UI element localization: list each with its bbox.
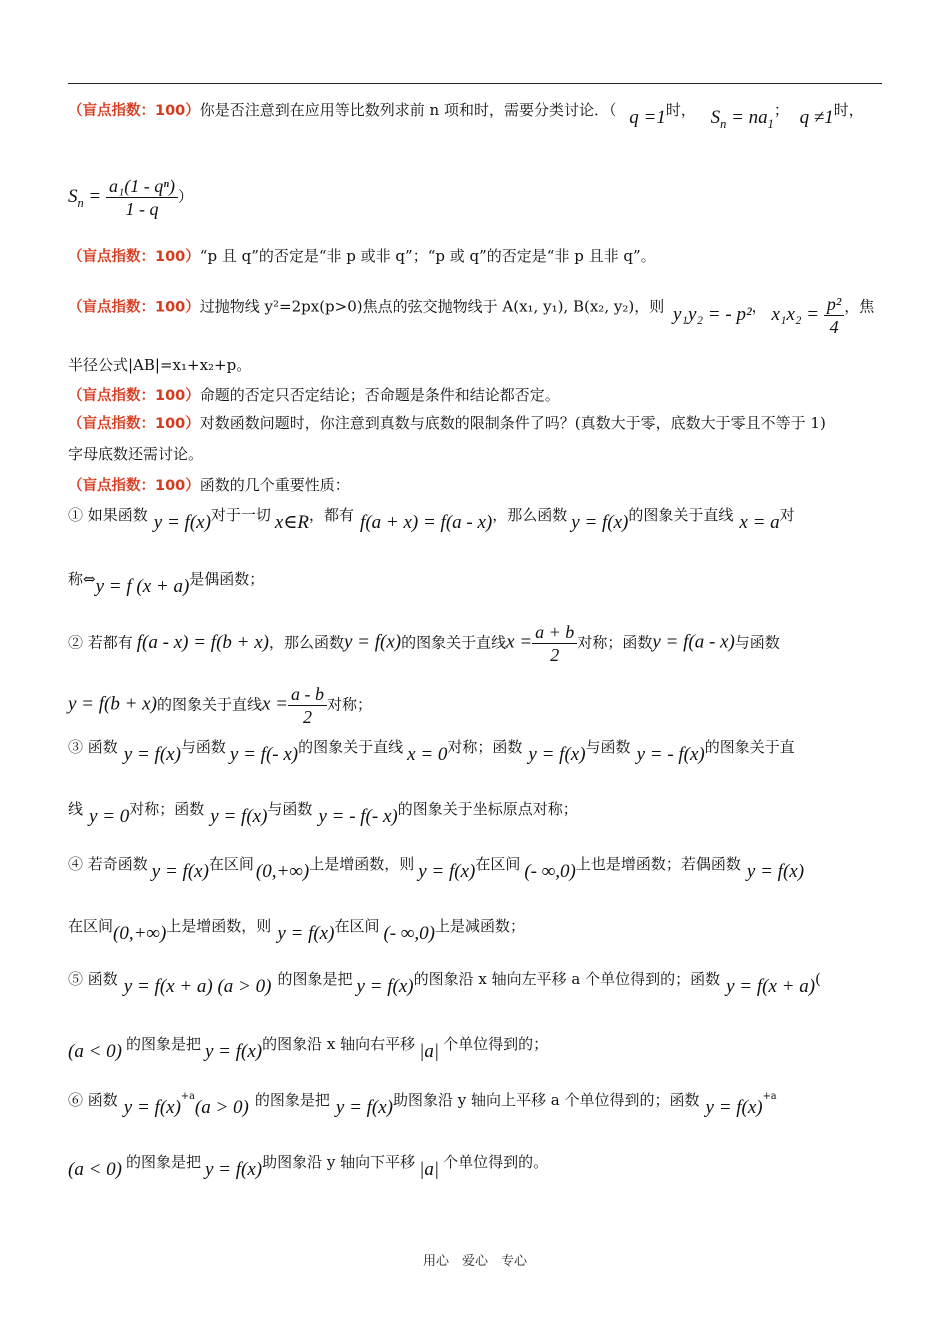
paragraph-negation bbox=[68, 243, 882, 270]
text: a₁(1 - qⁿ) bbox=[106, 176, 178, 198]
text: 1 - q bbox=[125, 199, 159, 219]
math: y = 0 bbox=[89, 806, 130, 827]
math: x = a bbox=[739, 512, 780, 533]
text: a + b bbox=[532, 622, 577, 644]
text: 的图象沿 x 轴向右平移 bbox=[262, 1035, 416, 1053]
text: 你是否注意到在应用等比数列求前 n 项和时，需要分类讨论．（ bbox=[199, 101, 617, 119]
text: ② 若都有 bbox=[68, 633, 133, 652]
text: 的图象是把 bbox=[254, 1091, 330, 1109]
math: q ≠1 bbox=[799, 107, 834, 128]
text: 对 bbox=[779, 506, 795, 524]
text: 字母底数还需讨论。 bbox=[68, 445, 204, 463]
math: x₁x₂ = bbox=[771, 303, 820, 325]
text: 与函数 bbox=[267, 800, 313, 818]
paragraph-logarithm-cont bbox=[68, 441, 882, 467]
math: y = f(x) bbox=[205, 1159, 263, 1180]
text: ） bbox=[177, 187, 193, 206]
text: 称⇔ bbox=[68, 570, 96, 588]
property-item-1-cont bbox=[68, 566, 882, 597]
text: ⑤ 函数 bbox=[68, 970, 118, 988]
math: y = f(x) bbox=[205, 1041, 263, 1062]
text: 与函数 bbox=[734, 633, 780, 652]
math: y = f(x + a) bbox=[726, 976, 816, 997]
text: 的图象是把 bbox=[277, 970, 353, 988]
paragraph-focal-radius bbox=[68, 352, 882, 378]
text: “p 且 q”的否定是“非 p 或非 q”；“p 或 q”的否定是“非 p 且非 q”。 bbox=[199, 247, 656, 265]
text: n bbox=[720, 116, 727, 131]
paragraph-geometric-sum bbox=[68, 97, 882, 129]
property-item-6-cont bbox=[68, 1149, 882, 1180]
text: 上是减函数； bbox=[434, 917, 525, 935]
math: y = f(x) bbox=[746, 861, 805, 882]
math: (a > 0) bbox=[194, 1097, 249, 1118]
text: ，那么函数 bbox=[492, 506, 568, 524]
property-item-3 bbox=[68, 734, 882, 765]
text: 是偶函数； bbox=[189, 570, 265, 588]
property-item-6 bbox=[68, 1084, 882, 1118]
property-item-1 bbox=[68, 502, 882, 533]
math: y = f(- x) bbox=[229, 744, 299, 765]
math: y₁y₂ = - p² bbox=[672, 303, 752, 325]
blindspot-tag: （盲点指数：100） bbox=[68, 388, 200, 404]
text: 个单位得到的； bbox=[443, 1035, 549, 1053]
property-item-5-cont bbox=[68, 1031, 882, 1062]
text: 对数函数问题时，你注意到真数与底数的限制条件了吗？(真数大于零，底数大于零且不等于 1) bbox=[199, 414, 826, 432]
page-footer: 用心 爱心 专心 bbox=[422, 1254, 527, 1269]
text: 2 bbox=[550, 645, 560, 665]
text: = na bbox=[726, 107, 768, 128]
math: |a| bbox=[419, 1041, 440, 1062]
math: y = f(x) bbox=[705, 1097, 763, 1118]
blindspot-tag: （盲点指数：100） bbox=[68, 103, 200, 119]
paragraph-proposition bbox=[68, 382, 882, 409]
text: 对称；函数 bbox=[129, 800, 205, 818]
blindspot-tag: （盲点指数：100） bbox=[68, 478, 200, 494]
math: y = f(x + a) (a > 0) bbox=[123, 976, 272, 997]
text: 命题的否定只否定结论；否命题是条件和结论都否定。 bbox=[199, 386, 560, 404]
text: ，焦 bbox=[844, 297, 875, 316]
property-item-4 bbox=[68, 851, 882, 882]
fraction bbox=[288, 684, 327, 727]
math: y = f(x) bbox=[151, 861, 209, 882]
text: p² bbox=[824, 294, 844, 316]
blindspot-tag: （盲点指数：100） bbox=[68, 299, 200, 316]
text: 的图象关于直线 bbox=[156, 695, 262, 714]
blindspot-tag: （盲点指数：100） bbox=[68, 416, 200, 432]
math: y = f(x) bbox=[123, 1097, 181, 1118]
blindspot-tag: （盲点指数：100） bbox=[68, 249, 200, 265]
math: y = f(x) bbox=[123, 744, 181, 765]
text: 的图象是把 bbox=[125, 1035, 201, 1053]
text: 的图象关于直线 bbox=[298, 738, 404, 756]
text: a - b bbox=[288, 684, 327, 706]
math bbox=[710, 107, 774, 131]
text: 时， bbox=[833, 101, 864, 119]
text: 2 bbox=[302, 707, 312, 727]
paragraph-geometric-sum-formula bbox=[68, 176, 882, 219]
text: 时， bbox=[665, 101, 696, 119]
text: 上是增函数，则 bbox=[166, 917, 272, 935]
property-item-5 bbox=[68, 966, 882, 997]
text: 的图象关于直线 bbox=[628, 506, 734, 524]
text: 对称；函数 bbox=[577, 633, 653, 652]
text: 在区间 bbox=[68, 917, 114, 935]
math: y = f(x) bbox=[153, 512, 211, 533]
text: S bbox=[710, 107, 721, 128]
text: 的图象关于坐标原点对称； bbox=[397, 800, 578, 818]
math bbox=[68, 185, 102, 210]
text: 对于一切 bbox=[210, 506, 271, 524]
math: x = bbox=[261, 693, 288, 715]
text: 助图象沿 y 轴向上平移 a 个单位得到的；函数 bbox=[393, 1091, 700, 1109]
text: 的图象关于直线 bbox=[401, 633, 507, 652]
math: (a < 0) bbox=[68, 1041, 122, 1062]
text: 上是增函数，则 bbox=[309, 855, 415, 873]
math: |a| bbox=[419, 1159, 440, 1180]
text: ， bbox=[751, 297, 767, 316]
math: y = f (x + a) bbox=[95, 576, 190, 597]
text: ( bbox=[815, 970, 821, 988]
text: 的图象关于直 bbox=[704, 738, 795, 756]
math: y = f(b + x) bbox=[68, 693, 157, 715]
text: +a bbox=[180, 1091, 195, 1102]
math: (a < 0) bbox=[68, 1159, 122, 1180]
math: y = f(x) bbox=[571, 512, 629, 533]
text: 助图象沿 y 轴向下平移 bbox=[262, 1153, 416, 1171]
paragraph-parabola bbox=[68, 286, 882, 337]
text: S bbox=[68, 185, 78, 207]
text: 半径公式|AB|=x₁+x₂+p。 bbox=[68, 356, 252, 374]
text: 4 bbox=[829, 317, 839, 337]
math: q =1 bbox=[629, 107, 666, 128]
text: ① 如果函数 bbox=[68, 506, 148, 524]
math: y = f(x) bbox=[210, 806, 268, 827]
text: 函数的几个重要性质： bbox=[199, 476, 350, 494]
math: y = f(a - x) bbox=[652, 631, 735, 653]
math: y = f(x) bbox=[356, 976, 414, 997]
text: +a bbox=[762, 1091, 777, 1102]
property-item-3-cont bbox=[68, 796, 882, 827]
fraction bbox=[532, 622, 577, 665]
math: y = f(x) bbox=[344, 631, 402, 653]
math: f(a - x) = f(b + x) bbox=[136, 631, 269, 653]
header-rule bbox=[68, 83, 882, 84]
text: 对称；函数 bbox=[447, 738, 523, 756]
text: n bbox=[77, 195, 84, 210]
fraction bbox=[824, 294, 844, 337]
text: 在区间 bbox=[475, 855, 521, 873]
math: y = - f(- x) bbox=[318, 806, 398, 827]
property-item-4-cont bbox=[68, 913, 882, 944]
text: ，都有 bbox=[309, 506, 355, 524]
text: ④ 若奇函数 bbox=[68, 855, 148, 873]
text: 1 bbox=[767, 116, 774, 131]
text: 与函数 bbox=[180, 738, 226, 756]
math: x = 0 bbox=[407, 744, 448, 765]
property-item-2 bbox=[68, 622, 882, 665]
math: y = f(x) bbox=[277, 923, 335, 944]
math: y = - f(x) bbox=[636, 744, 705, 765]
math: x∈R bbox=[274, 512, 310, 533]
text: ⑥ 函数 bbox=[68, 1091, 118, 1109]
text: 过抛物线 y²=2px(p>0)焦点的弦交抛物线于 A(x₁, y₁), B(x₂, y₂)，则 bbox=[199, 297, 665, 316]
paragraph-logarithm bbox=[68, 410, 882, 437]
math: (0,+∞) bbox=[255, 861, 310, 882]
text: 线 bbox=[68, 800, 84, 818]
text: 的图象沿 x 轴向左平移 a 个单位得到的；函数 bbox=[413, 970, 721, 988]
text: 在区间 bbox=[334, 917, 380, 935]
paragraph-function-properties bbox=[68, 472, 882, 499]
fraction bbox=[106, 176, 178, 219]
text: 与函数 bbox=[585, 738, 631, 756]
math: f(a + x) = f(a - x) bbox=[360, 512, 493, 533]
math: x = bbox=[506, 631, 533, 653]
math: (- ∞,0) bbox=[524, 861, 576, 882]
math: (0,+∞) bbox=[113, 923, 167, 944]
text: ，那么函数 bbox=[268, 633, 344, 652]
math: y = f(x) bbox=[418, 861, 476, 882]
text: = bbox=[83, 185, 102, 207]
text: 在区间 bbox=[208, 855, 254, 873]
property-item-2-cont bbox=[68, 684, 882, 727]
text: 的图象是把 bbox=[125, 1153, 201, 1171]
text: ③ 函数 bbox=[68, 738, 118, 756]
math: y = f(x) bbox=[335, 1097, 394, 1118]
text: ； bbox=[773, 101, 789, 119]
math: (- ∞,0) bbox=[383, 923, 435, 944]
math: y = f(x) bbox=[528, 744, 586, 765]
text: 上也是增函数；若偶函数 bbox=[575, 855, 741, 873]
text: 对称； bbox=[326, 695, 372, 714]
text: 个单位得到的。 bbox=[443, 1153, 549, 1171]
